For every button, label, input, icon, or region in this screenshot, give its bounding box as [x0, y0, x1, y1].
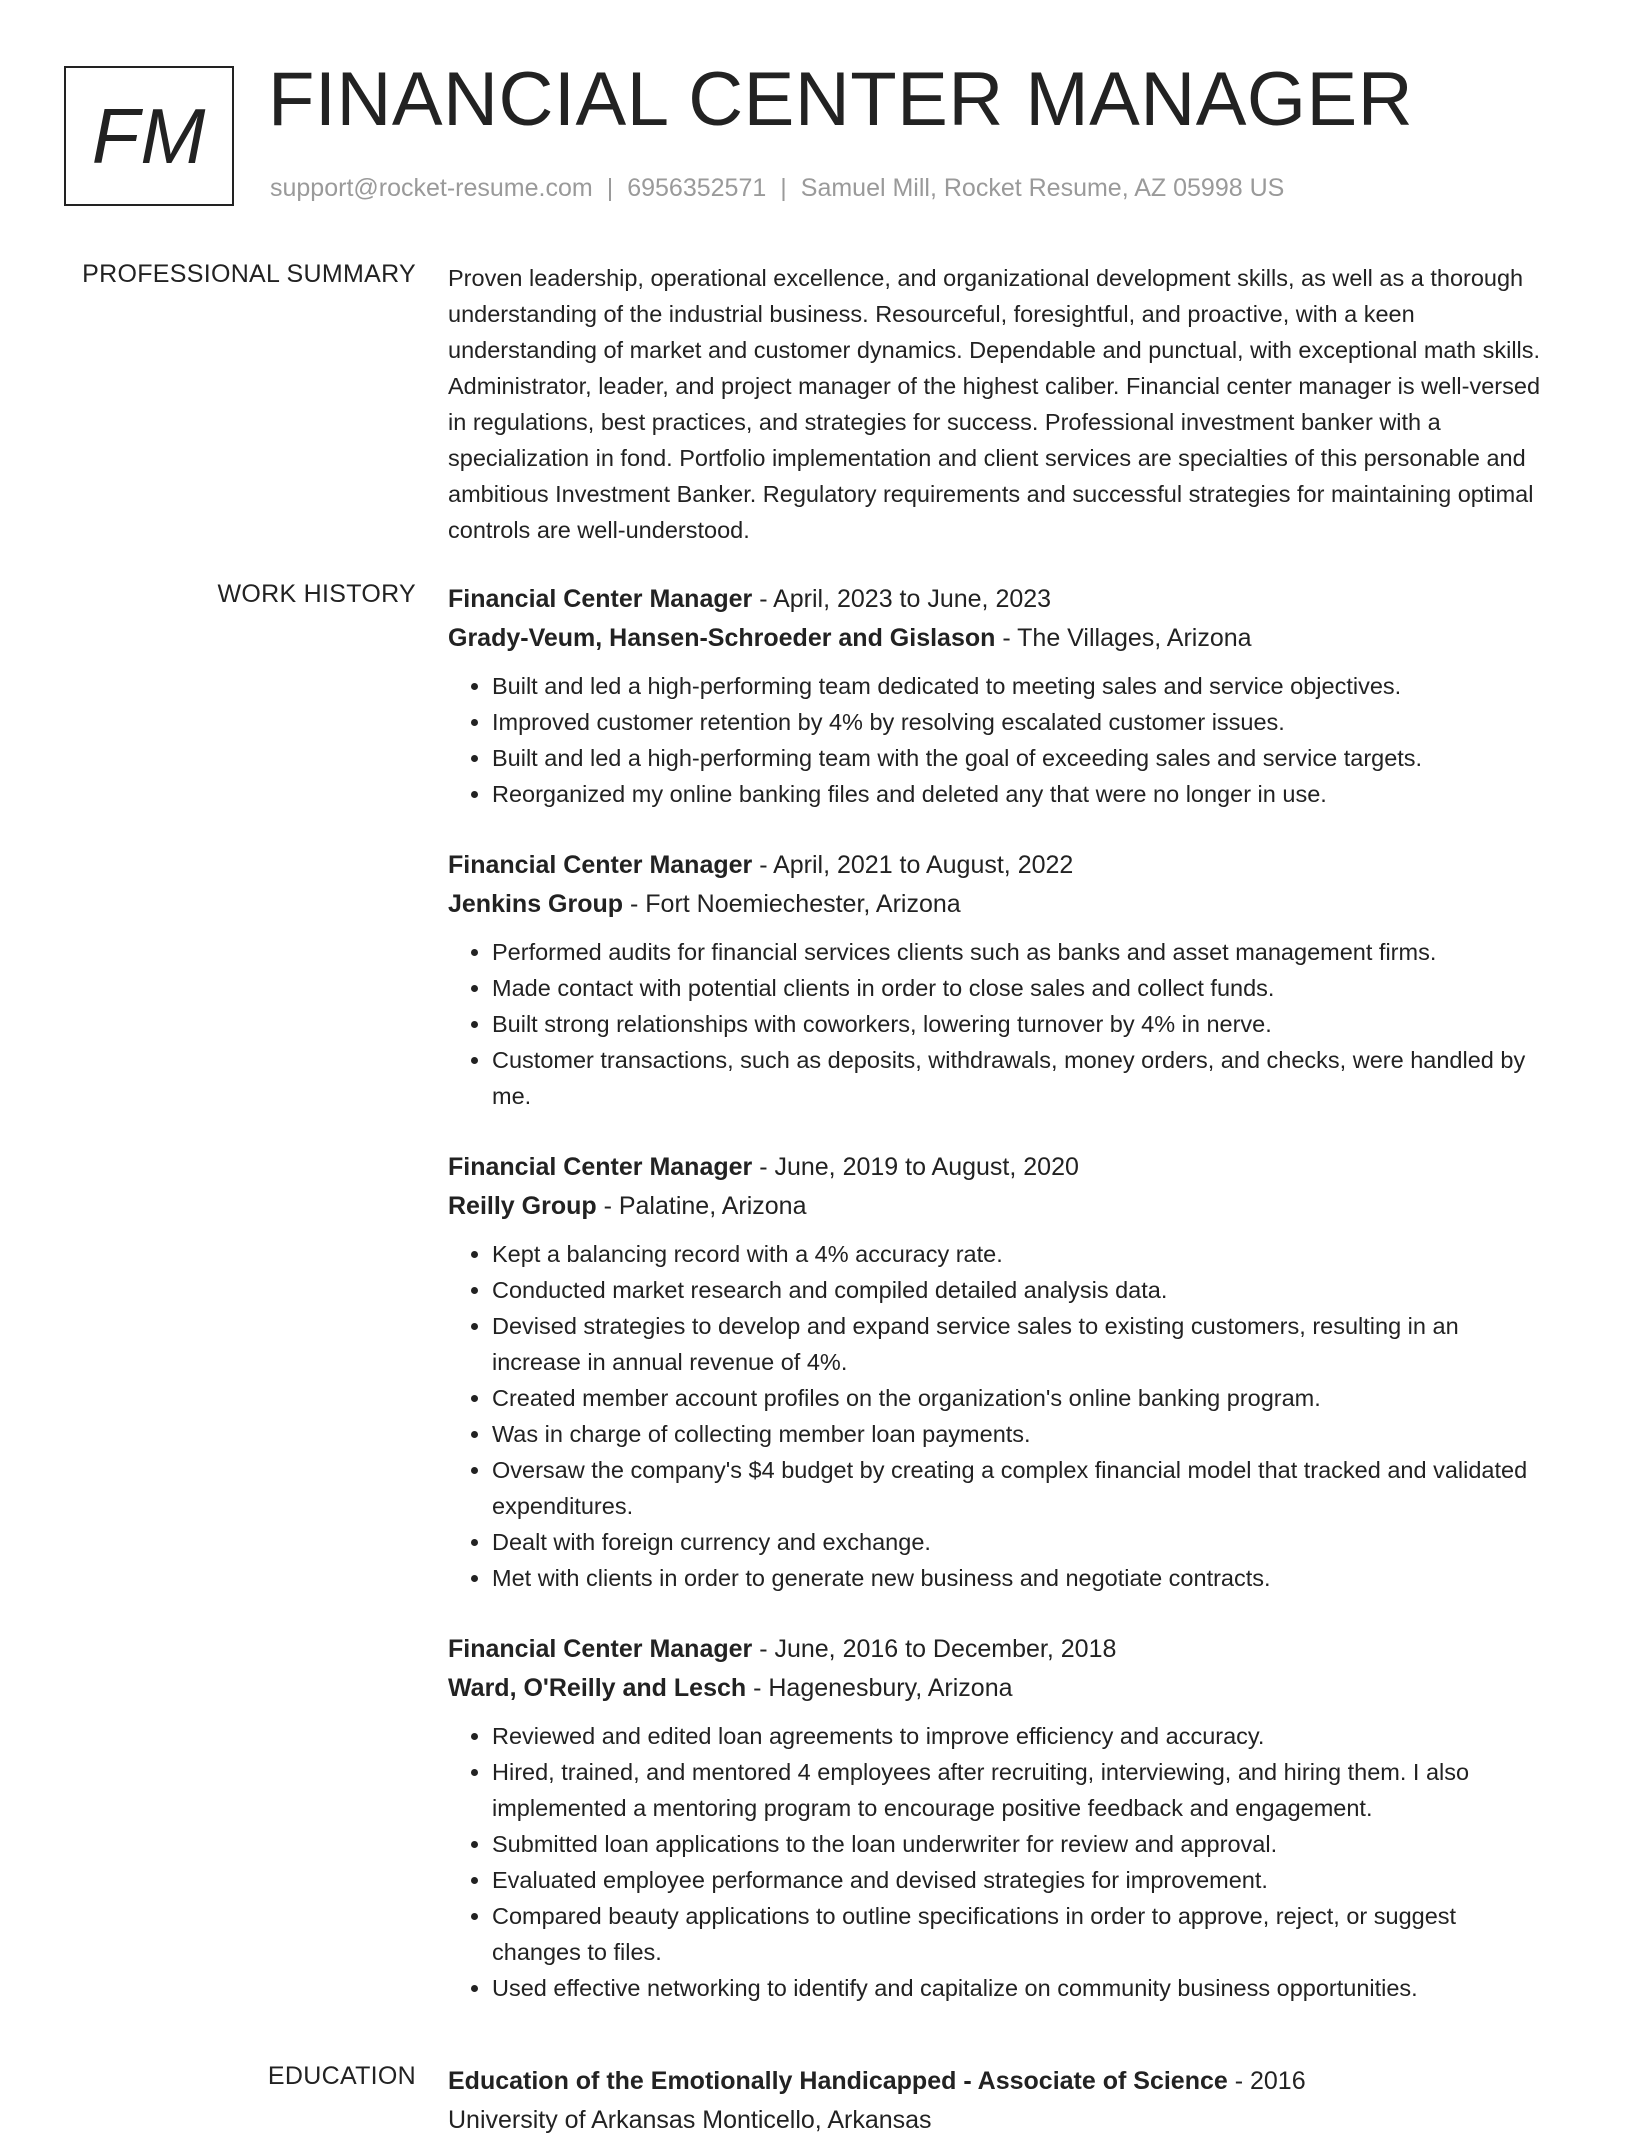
- job-bullet: • Oversaw the company's $4 budget by creating a complex financial model that tracked and validated expenditures.: [492, 1452, 1548, 1524]
- contact-separator: |: [606, 174, 614, 202]
- education-school: University of Arkansas Monticello, Arkansas: [448, 2106, 932, 2134]
- contact-line: [270, 174, 1284, 203]
- contact-address: Samuel Mill, Rocket Resume, AZ 05998 US: [800, 174, 1285, 202]
- job-bullet: • Built and led a high-performing team dedicated to meeting sales and service objectives.: [492, 668, 1548, 704]
- job-title: Financial Center Manager: [448, 1635, 753, 1663]
- job-dates: - June, 2016 to December, 2018: [752, 1635, 1117, 1663]
- job-bullets: [448, 1236, 1548, 1596]
- job-bullet: • Evaluated employee performance and devised strategies for improvement.: [492, 1862, 1548, 1898]
- job-dates: - April, 2023 to June, 2023: [752, 585, 1052, 613]
- job-entry: [448, 1630, 1548, 2006]
- job-company: Reilly Group: [448, 1192, 597, 1220]
- work-history-body: [448, 580, 1548, 2040]
- education-degree: Education of the Emotionally Handicapped - Associate of Science: [448, 2067, 1228, 2095]
- job-location: - Hagenesbury, Arizona: [746, 1674, 1013, 1702]
- job-bullet: • Kept a balancing record with a 4% accuracy rate.: [492, 1236, 1548, 1272]
- job-bullet: • Hired, trained, and mentored 4 employees after recruiting, interviewing, and hiring them. I also implemented a mentoring program to encourage positive feedback and engagement.: [492, 1754, 1548, 1826]
- job-bullet: • Performed audits for financial services clients such as banks and asset management firms.: [492, 934, 1548, 970]
- job-title: Financial Center Manager: [448, 851, 753, 879]
- section-label-work-history: WORK HISTORY: [217, 580, 416, 608]
- job-bullet: • Dealt with foreign currency and exchange.: [492, 1524, 1548, 1560]
- job-bullets: [448, 1718, 1548, 2006]
- job-company-line: [448, 1669, 1548, 1708]
- job-entry: [448, 580, 1548, 812]
- job-title: Financial Center Manager: [448, 585, 753, 613]
- education-degree-line: [448, 2062, 1548, 2101]
- job-bullet: • Created member account profiles on the organization's online banking program.: [492, 1380, 1548, 1416]
- education-year: - 2016: [1227, 2067, 1306, 2095]
- monogram-box: FM: [64, 66, 234, 206]
- job-company: Grady-Veum, Hansen-Schroeder and Gislason: [448, 624, 996, 652]
- job-location: - Fort Noemiechester, Arizona: [623, 890, 961, 918]
- job-entry: [448, 1148, 1548, 1596]
- summary-text: Proven leadership, operational excellence, and organizational development skills, as well as a thorough understanding of the industrial business. Resourceful, foresightful, and proactive, with a keen understanding of market and customer dynamics. Dependable and punctual, with exceptional math skills. Administrator, leader, and project manager of the highest caliber. Financial center manager is well-versed in regulations, best practices, and strategies for success. Professional investment banker with a specialization in fond. Portfolio implementation and client services are specialties of this personable and ambitious Investment Banker. Regulatory requirements and successful strategies for maintaining optimal controls are well-understood.: [448, 265, 1541, 543]
- job-company-line: [448, 619, 1548, 658]
- job-bullet: • Met with clients in order to generate new business and negotiate contracts.: [492, 1560, 1548, 1596]
- job-bullet: • Reorganized my online banking files and deleted any that were no longer in use.: [492, 776, 1548, 812]
- candidate-name: FINANCIAL CENTER MANAGER: [268, 57, 1414, 142]
- resume-header: [0, 0, 1632, 240]
- job-title: Financial Center Manager: [448, 1153, 753, 1181]
- job-location: - Palatine, Arizona: [596, 1192, 807, 1220]
- job-bullet: • Made contact with potential clients in order to close sales and collect funds.: [492, 970, 1548, 1006]
- job-title-line: [448, 1148, 1548, 1187]
- job-bullets: [448, 668, 1548, 812]
- job-bullet: • Improved customer retention by 4% by resolving escalated customer issues.: [492, 704, 1548, 740]
- job-bullet: • Compared beauty applications to outline specifications in order to approve, reject, or suggest changes to files.: [492, 1898, 1548, 1970]
- job-bullet: • Reviewed and edited loan agreements to improve efficiency and accuracy.: [492, 1718, 1548, 1754]
- contact-email[interactable]: support@rocket-resume.com: [270, 174, 593, 202]
- contact-phone[interactable]: 6956352571: [627, 174, 767, 202]
- job-bullet: • Was in charge of collecting member loan payments.: [492, 1416, 1548, 1452]
- job-company-line: [448, 1187, 1548, 1226]
- job-company: Ward, O'Reilly and Lesch: [448, 1674, 747, 1702]
- job-bullet: • Devised strategies to develop and expand service sales to existing customers, resulting in an increase in annual revenue of 4%.: [492, 1308, 1548, 1380]
- job-bullet: • Conducted market research and compiled detailed analysis data.: [492, 1272, 1548, 1308]
- section-label-summary: PROFESSIONAL SUMMARY: [82, 260, 416, 288]
- job-title-line: [448, 580, 1548, 619]
- section-label-education: EDUCATION: [267, 2062, 416, 2090]
- job-dates: - June, 2019 to August, 2020: [752, 1153, 1079, 1181]
- job-location: - The Villages, Arizona: [995, 624, 1252, 652]
- job-bullet: • Used effective networking to identify and capitalize on community business opportunities.: [492, 1970, 1548, 2006]
- education-body: [448, 2062, 1548, 2140]
- summary-body: [448, 260, 1548, 548]
- job-bullets: [448, 934, 1548, 1114]
- job-bullet: • Submitted loan applications to the loan underwriter for review and approval.: [492, 1826, 1548, 1862]
- job-bullet: • Built and led a high-performing team with the goal of exceeding sales and service targets.: [492, 740, 1548, 776]
- job-title-line: [448, 1630, 1548, 1669]
- job-dates: - April, 2021 to August, 2022: [752, 851, 1074, 879]
- job-company-line: [448, 885, 1548, 924]
- job-bullet: • Built strong relationships with coworkers, lowering turnover by 4% in nerve.: [492, 1006, 1548, 1042]
- job-entry: [448, 846, 1548, 1114]
- job-bullet: • Customer transactions, such as deposits, withdrawals, money orders, and checks, were handled by me.: [492, 1042, 1548, 1114]
- job-title-line: [448, 846, 1548, 885]
- job-company: Jenkins Group: [448, 890, 624, 918]
- contact-separator: |: [780, 174, 787, 202]
